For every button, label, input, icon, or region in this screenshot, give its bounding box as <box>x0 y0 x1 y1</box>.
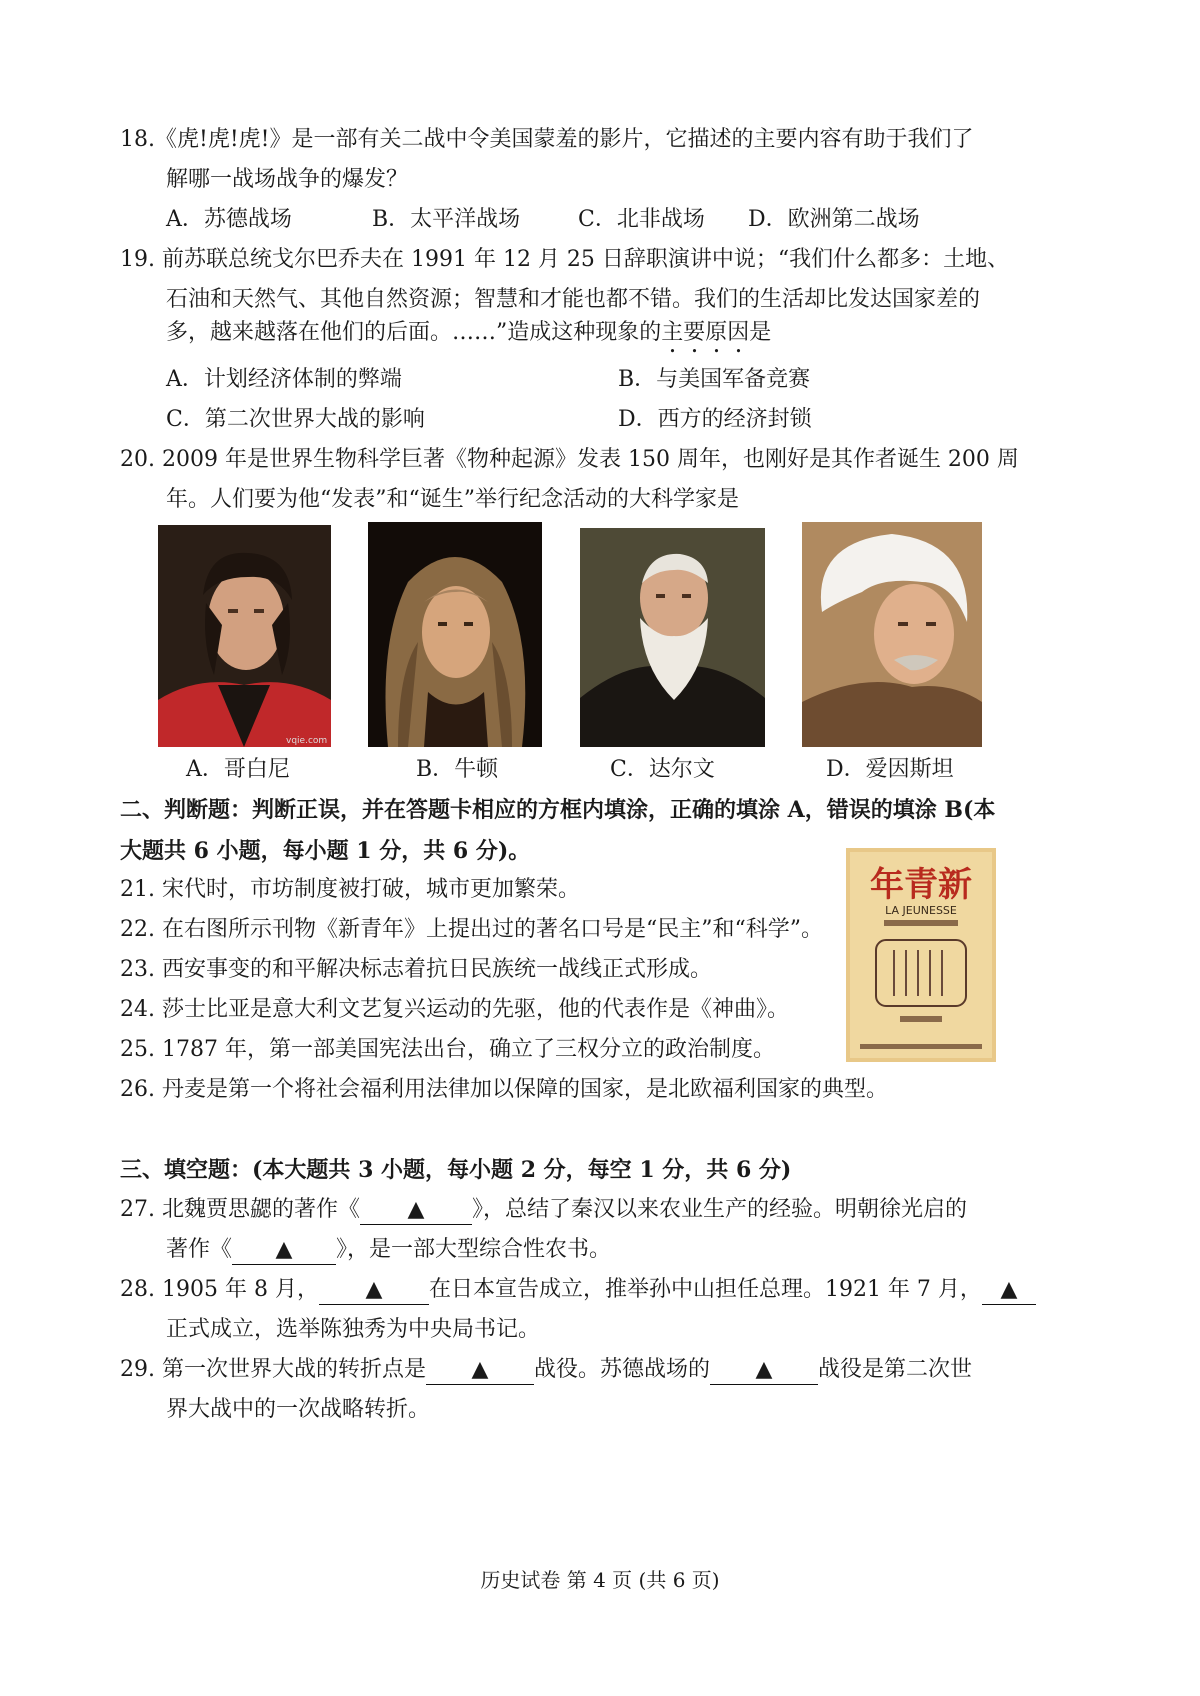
q27-line1: 27. 北魏贾思勰的著作《 ▲ 》，总结了秦汉以来农业生产的经验。明朝徐光启的 <box>120 1195 967 1225</box>
new-youth-magazine-cover <box>846 848 996 1062</box>
triangle-icon: ▲ <box>755 1357 773 1382</box>
q19-option-b: B．与美国军备竞赛 <box>618 367 811 392</box>
q19-line1: 19. 前苏联总统戈尔巴乔夫在 1991 年 12 月 25 日辞职演讲中说；“我们什么都多：土地、 <box>120 247 1010 272</box>
triangle-icon: ▲ <box>365 1277 383 1302</box>
newton-portrait <box>368 522 542 747</box>
q27-blank-1[interactable] <box>360 1198 472 1225</box>
triangle-icon: ▲ <box>1000 1277 1018 1302</box>
q19-line2: 石油和天然气、其他自然资源；智慧和才能也都不错。我们的生活却比发达国家差的 <box>166 287 981 312</box>
einstein-portrait <box>802 522 982 747</box>
q21-text: 21. 宋代时，市坊制度被打破，城市更加繁荣。 <box>120 877 580 902</box>
q19-line3: 多，越来越落在他们的后面。……”造成这种现象的主要原因是 <box>166 320 772 345</box>
page-footer: 历史试卷 第 4 页 (共 6 页) <box>480 1568 720 1592</box>
triangle-icon: ▲ <box>407 1197 425 1222</box>
magazine-title: 年青新 <box>870 865 972 905</box>
q27-line2: 著作《 ▲ 》，是一部大型综合性农书。 <box>166 1235 611 1265</box>
q22-text: 22. 在右图所示刊物《新青年》上提出过的著名口号是“民主”和“科学”。 <box>120 917 823 942</box>
section2-heading-line2: 大题共 6 小题，每小题 1 分，共 6 分)。 <box>120 838 531 864</box>
q18-line1: 18.《虎!虎!虎!》是一部有关二战中令美国蒙羞的影片，它描述的主要内容有助于我们了 <box>120 127 974 152</box>
copernicus-portrait <box>158 525 331 747</box>
q19-option-a: A．计划经济体制的弊端 <box>166 367 402 392</box>
q27-blank-2[interactable] <box>232 1238 336 1265</box>
q26-text: 26. 丹麦是第一个将社会福利用法律加以保障的国家，是北欧福利国家的典型。 <box>120 1077 888 1102</box>
triangle-icon: ▲ <box>275 1237 293 1262</box>
section2-heading-line1: 二、判断题：判断正误，并在答题卡相应的方框内填涂，正确的填涂 A，错误的填涂 B(本 <box>120 797 996 823</box>
q25-text: 25. 1787 年，第一部美国宪法出台，确立了三权分立的政治制度。 <box>120 1037 775 1062</box>
q29-line2: 界大战中的一次战略转折。 <box>166 1397 431 1422</box>
q28-line2: 正式成立，选举陈独秀为中央局书记。 <box>166 1317 541 1342</box>
q19-option-c: C．第二次世界大战的影响 <box>166 407 425 432</box>
q20-line2: 年。人们要为他“发表”和“诞生”举行纪念活动的大科学家是 <box>166 487 739 512</box>
q20-option-d: D．爱因斯坦 <box>826 757 954 782</box>
q29-line1: 29. 第一次世界大战的转折点是 ▲ 战役。苏德战场的 ▲ 战役是第二次世 <box>120 1355 972 1385</box>
q18-option-d: D．欧洲第二战场 <box>748 207 920 232</box>
q18-option-c: C．北非战场 <box>578 207 705 232</box>
q19-option-d: D．西方的经济封锁 <box>618 407 812 432</box>
q20-option-a: A．哥白尼 <box>186 757 290 782</box>
q18-option-b: B．太平洋战场 <box>372 207 521 232</box>
q28-blank-1[interactable] <box>319 1278 429 1305</box>
q18-line2: 解哪一战场战争的爆发？ <box>166 167 409 192</box>
q29-blank-1[interactable] <box>426 1358 534 1385</box>
watermark-text: vqie.com <box>286 736 328 746</box>
q20-line1: 20. 2009 年是世界生物科学巨著《物种起源》发表 150 周年，也刚好是其作者诞生 200 周 <box>120 447 1019 472</box>
q28-blank-2[interactable] <box>982 1278 1036 1305</box>
magazine-subtitle: LA JEUNESSE <box>885 904 957 917</box>
section3-heading: 三、填空题：(本大题共 3 小题，每小题 2 分，每空 1 分，共 6 分) <box>120 1157 792 1183</box>
q29-blank-2[interactable] <box>710 1358 818 1385</box>
triangle-icon: ▲ <box>471 1357 489 1382</box>
darwin-portrait <box>580 528 765 747</box>
q20-option-b: B．牛顿 <box>416 757 499 782</box>
emphasis-text: 主要原因 <box>661 320 750 345</box>
q20-option-c: C．达尔文 <box>610 757 715 782</box>
q18-option-a: A．苏德战场 <box>166 207 292 232</box>
q23-text: 23. 西安事变的和平解决标志着抗日民族统一战线正式形成。 <box>120 957 712 982</box>
q24-text: 24. 莎士比亚是意大利文艺复兴运动的先驱，他的代表作是《神曲》。 <box>120 997 789 1022</box>
q28-line1: 28. 1905 年 8 月， ▲ 在日本宣告成立，推举孙中山担任总理。1921 年 7 月， ▲ <box>120 1275 1036 1305</box>
